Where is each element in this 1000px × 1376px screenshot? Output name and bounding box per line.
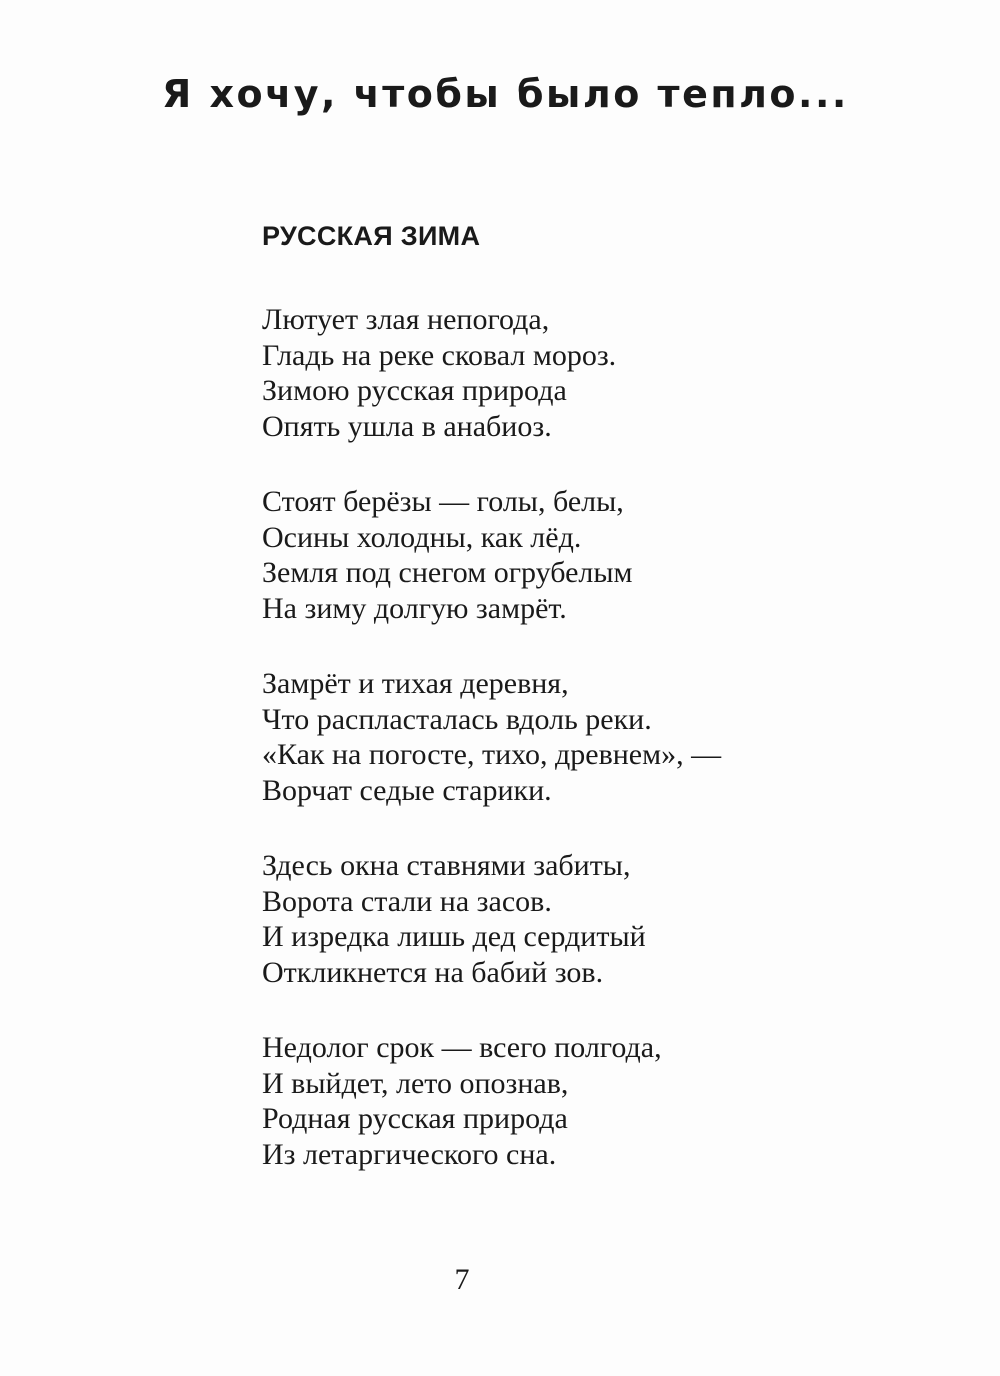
poem-line: Зимою русская природа bbox=[262, 374, 567, 407]
poem-title: РУССКАЯ ЗИМА bbox=[262, 221, 481, 251]
poem-line: На зиму долгую замрёт. bbox=[262, 591, 567, 625]
stanza bbox=[262, 484, 862, 626]
page-number: 7 bbox=[454, 1263, 470, 1296]
poem-line: Стоят берёзы — голы, белы, bbox=[262, 485, 624, 518]
poem-line: Родная русская природа bbox=[262, 1102, 568, 1135]
poem-line: Осины холодны, как лёд. bbox=[262, 520, 582, 554]
poem-line: Здесь окна ставнями забиты, bbox=[262, 849, 631, 882]
poem-line: И выйдет, лето опознав, bbox=[262, 1066, 569, 1100]
poem-line: Земля под снегом огрубелым bbox=[262, 556, 633, 589]
poem-line: Недолог срок — всего полгода, bbox=[262, 1031, 662, 1064]
running-title: Я хочу, чтобы было тепло... bbox=[162, 72, 849, 116]
poem-line: Замрёт и тихая деревня, bbox=[262, 667, 569, 700]
poem-line: Ворота стали на засов. bbox=[262, 884, 552, 918]
stanza bbox=[262, 1030, 862, 1172]
poem-line: Лютует злая непогода, bbox=[262, 303, 550, 336]
poem-line: Ворчат седые старики. bbox=[262, 773, 552, 807]
stanza bbox=[262, 666, 862, 808]
poem bbox=[262, 218, 862, 1172]
poem-line: Гладь на реке сковал мороз. bbox=[262, 338, 617, 372]
poem-line: «Как на погосте, тихо, древнем», — bbox=[262, 738, 722, 771]
stanza bbox=[262, 848, 862, 990]
poem-line: Из летаргического сна. bbox=[262, 1137, 557, 1171]
stanza bbox=[262, 302, 862, 444]
poem-line: И изредка лишь дед сердитый bbox=[262, 920, 646, 953]
poem-line: Откликнется на бабий зов. bbox=[262, 955, 604, 989]
poem-line: Что распласталась вдоль реки. bbox=[262, 702, 652, 736]
poem-line: Опять ушла в анабиоз. bbox=[262, 409, 552, 443]
